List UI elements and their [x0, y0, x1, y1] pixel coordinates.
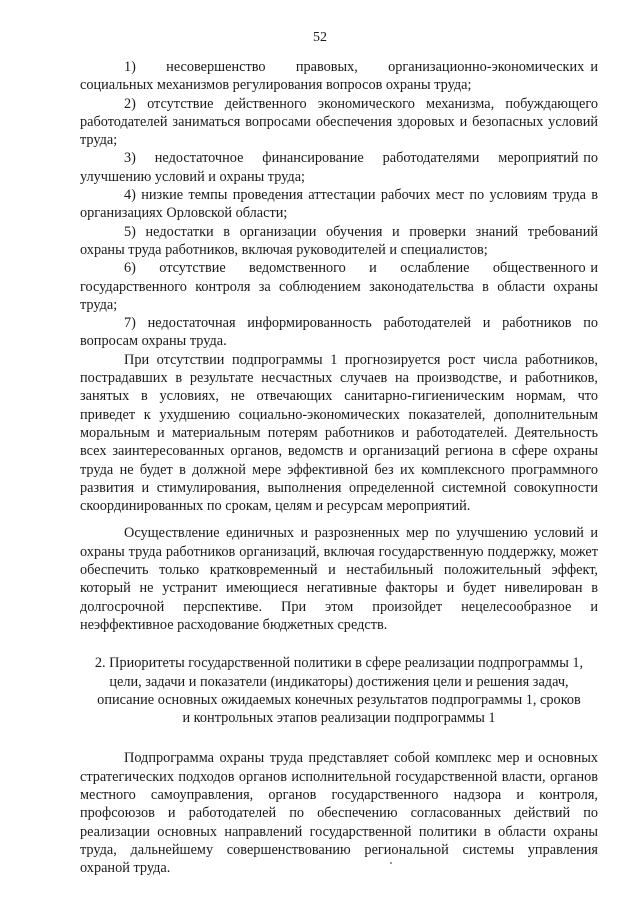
list-item: 7) недостаточная информированность работодателей и работников по вопросам охраны труда. [80, 315, 598, 350]
list-item: 5) недостатки в организации обучения и проверки знаний требований охраны труда работников, включая руководителей и специалистов; [80, 223, 598, 258]
section-heading-line: и контрольных этапов реализации подпрограммы 1 [182, 710, 496, 727]
list-item: 1) несовершенство правовых, организационно-экономических и социальных механизмов регулирования вопросов охраны труда; [80, 59, 598, 94]
scan-speck [390, 862, 392, 864]
list-item: 4) низкие темпы проведения аттестации рабочих мест по условиям труда в организациях Орловской области; [80, 187, 598, 222]
body-paragraph: Осуществление единичных и разрозненных мер по улучшению условий и охраны труда работников организаций, включая государственную поддержку, может обеспечить только кратковременный и нестабильный положительный эффект, который не устранит имеющиеся негативные факторы и будет нивелирован в долгосрочной перспективе. При этом произойдет нецелесообразное и неэффективное расходование бюджетных средств. [80, 525, 598, 633]
list-item: 2) отсутствие действенного экономического механизма, побуждающего работодателей заниматься вопросами обеспечения здоровых и безопасных условий труда; [80, 95, 598, 149]
section-heading-line: описание основных ожидаемых конечных результатов подпрограммы 1, сроков [97, 691, 581, 708]
section-heading [80, 654, 598, 727]
page-content [80, 58, 598, 877]
page-number: 52 [313, 30, 327, 45]
body-paragraph: Подпрограмма охраны труда представляет собой комплекс мер и основных стратегических подходов органов исполнительной государственной власти, органов местного самоуправления, органов государственного надзора и контроля, профсоюзов и работодателей по обеспечению согласованных действий по реализации основных направлений государственной политики в области охраны труда, дальнейшему совершенствованию региональной системы управления охраной труда. [80, 750, 598, 877]
section-heading-line: цели, задачи и показатели (индикаторы) достижения цели и решения задач, [109, 673, 569, 690]
section-heading-line: 2. Приоритеты государственной политики в сфере реализации подпрограммы 1, [94, 655, 584, 672]
body-paragraph: При отсутствии подпрограммы 1 прогнозируется рост числа работников, пострадавших в результате несчастных случаев на производстве, и работников, занятых в условиях, не отвечающих санитарно-гигиеническим нормам, что приведет к ухудшению социально-экономических показателей, дополнительным моральным и материальным потерям работников и работодателей. Деятельность всех заинтересованных органов, ведомств и организаций региона в сфере охраны труда не будет в должной мере эффективной без их комплексного программного развития и стимулирования, выполнения определенной системной совокупности скоординированных по срокам, целям и ресурсам мероприятий. [80, 351, 598, 515]
list-item: 3) недостаточное финансирование работодателями мероприятий по улучшению условий и охраны труда; [80, 150, 598, 185]
list-item: 6) отсутствие ведомственного и ослабление общественного и государственного контроля за соблюдением законодательства в области охраны труда; [80, 260, 598, 313]
